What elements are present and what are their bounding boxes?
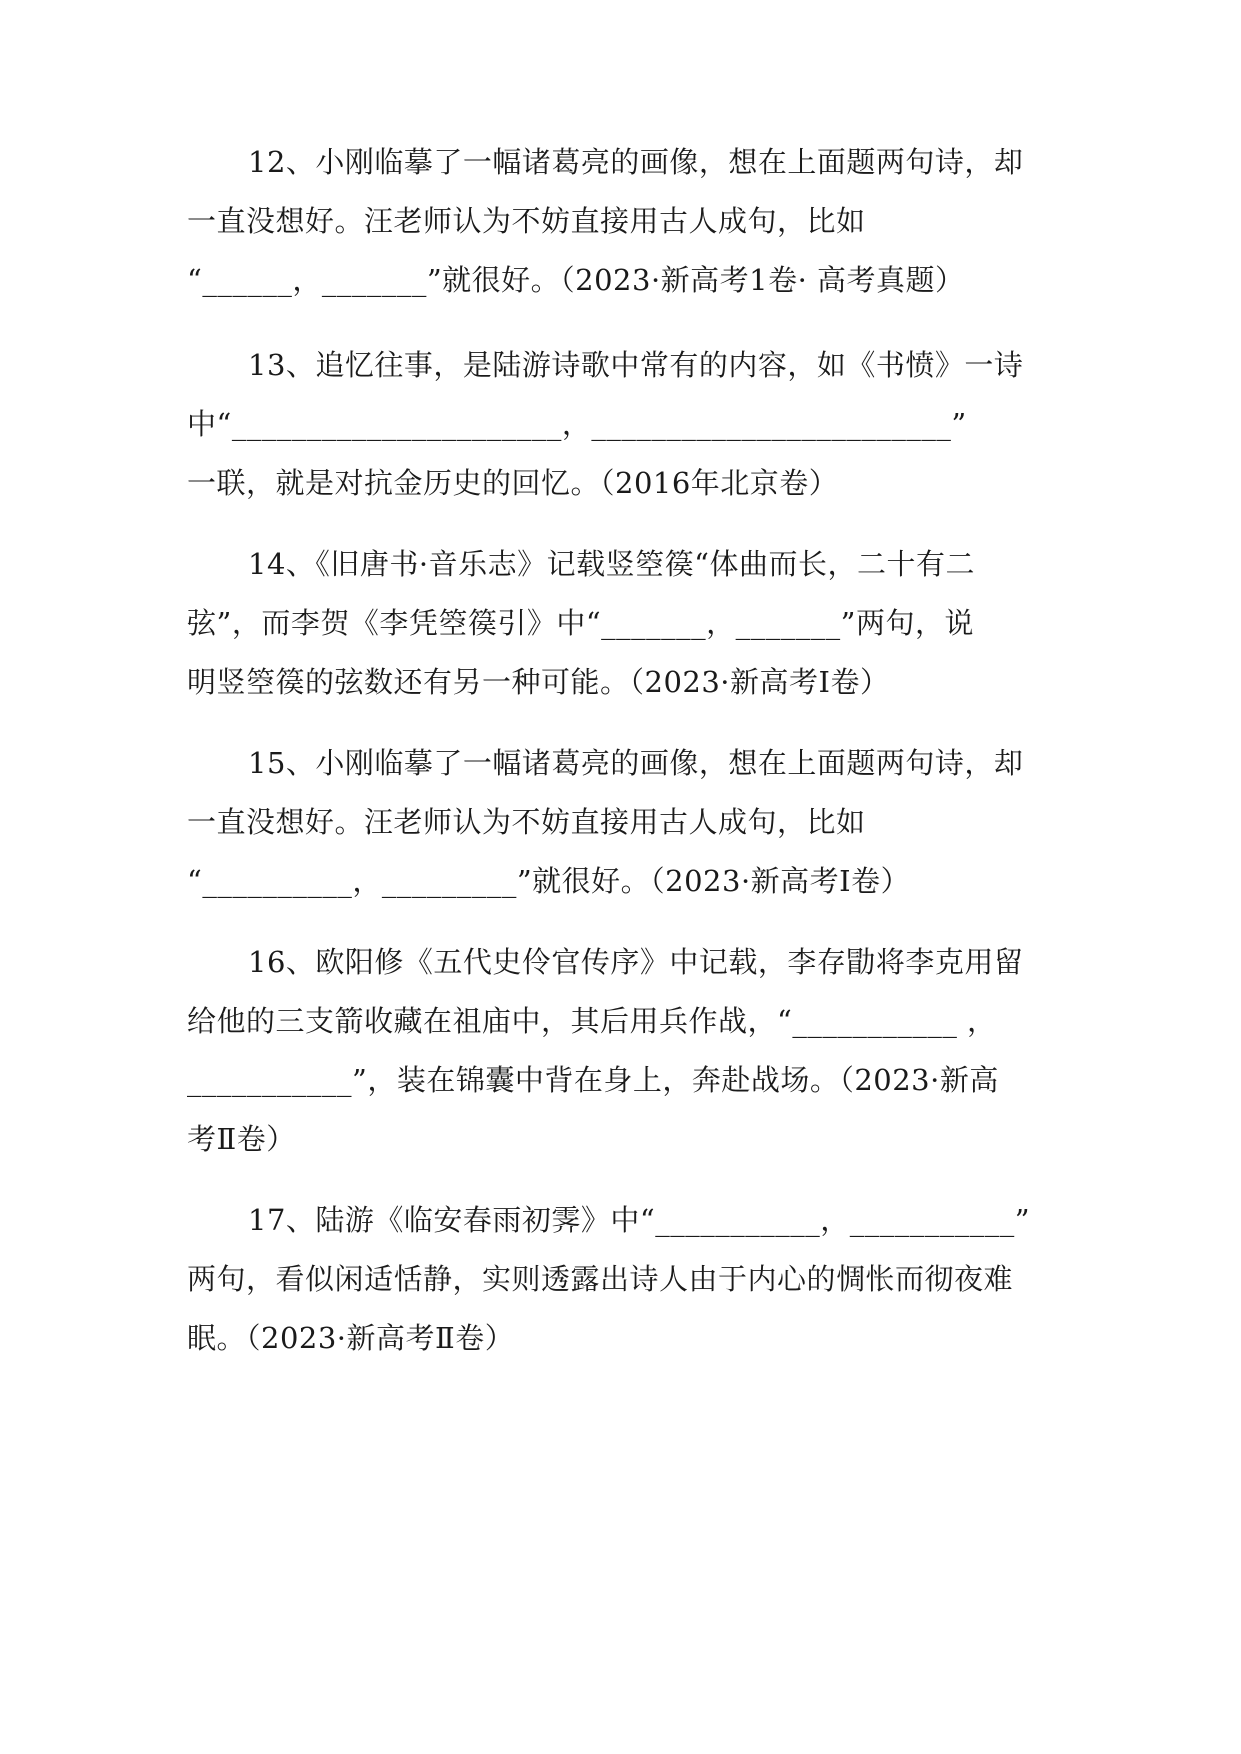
question-13-line-3: 一联，就是对抗金历史的回忆。（2016年北京卷） [187, 466, 839, 500]
question-12-line-3: “______，_______”就很好。（2023·新高考1卷· 高考真题） [187, 263, 965, 297]
question-17-line-1: 17、陆游《临安春雨初霁》中“___________，___________” [248, 1203, 1031, 1237]
question-17-line-2: 两句，看似闲适恬静，实则透露出诗人由于内心的惆怅而彻夜难 [187, 1262, 1014, 1296]
question-14-line-3: 明竖箜篌的弦数还有另一种可能。（2023·新高考Ⅰ卷） [187, 665, 890, 699]
question-14-line-1: 14、《旧唐书·音乐志》记载竖箜篌“体曲而长，二十有二 [248, 547, 975, 581]
question-15-line-1: 15、小刚临摹了一幅诸葛亮的画像，想在上面题两句诗，却 [248, 746, 1024, 780]
question-15-line-2: 一直没想好。汪老师认为不妨直接用古人成句，比如 [187, 805, 866, 839]
question-13-line-2: 中“______________________，________________________” [187, 407, 967, 441]
question-12-line-1: 12、小刚临摹了一幅诸葛亮的画像，想在上面题两句诗，却 [248, 145, 1024, 179]
question-17-line-3: 眠。（2023·新高考Ⅱ卷） [187, 1321, 515, 1355]
question-14-line-2: 弦”，而李贺《李凭箜篌引》中“_______，_______”两句，说 [187, 606, 974, 640]
question-15-line-3: “__________，_________”就很好。（2023·新高考Ⅰ卷） [187, 864, 911, 898]
question-12-line-2: 一直没想好。汪老师认为不妨直接用古人成句，比如 [187, 204, 866, 238]
question-16-line-2: 给他的三支箭收藏在祖庙中，其后用兵作战，“___________ ， [187, 1004, 997, 1038]
question-16-line-4: 考Ⅱ卷） [187, 1122, 296, 1156]
question-13-line-1: 13、追忆往事，是陆游诗歌中常有的内容，如《书愤》一诗 [248, 348, 1024, 382]
question-16-line-3: ___________”，装在锦囊中背在身上，奔赴战场。（2023·新高 [187, 1063, 999, 1097]
question-16-line-1: 16、欧阳修《五代史伶官传序》中记载，李存勖将李克用留 [248, 945, 1024, 979]
